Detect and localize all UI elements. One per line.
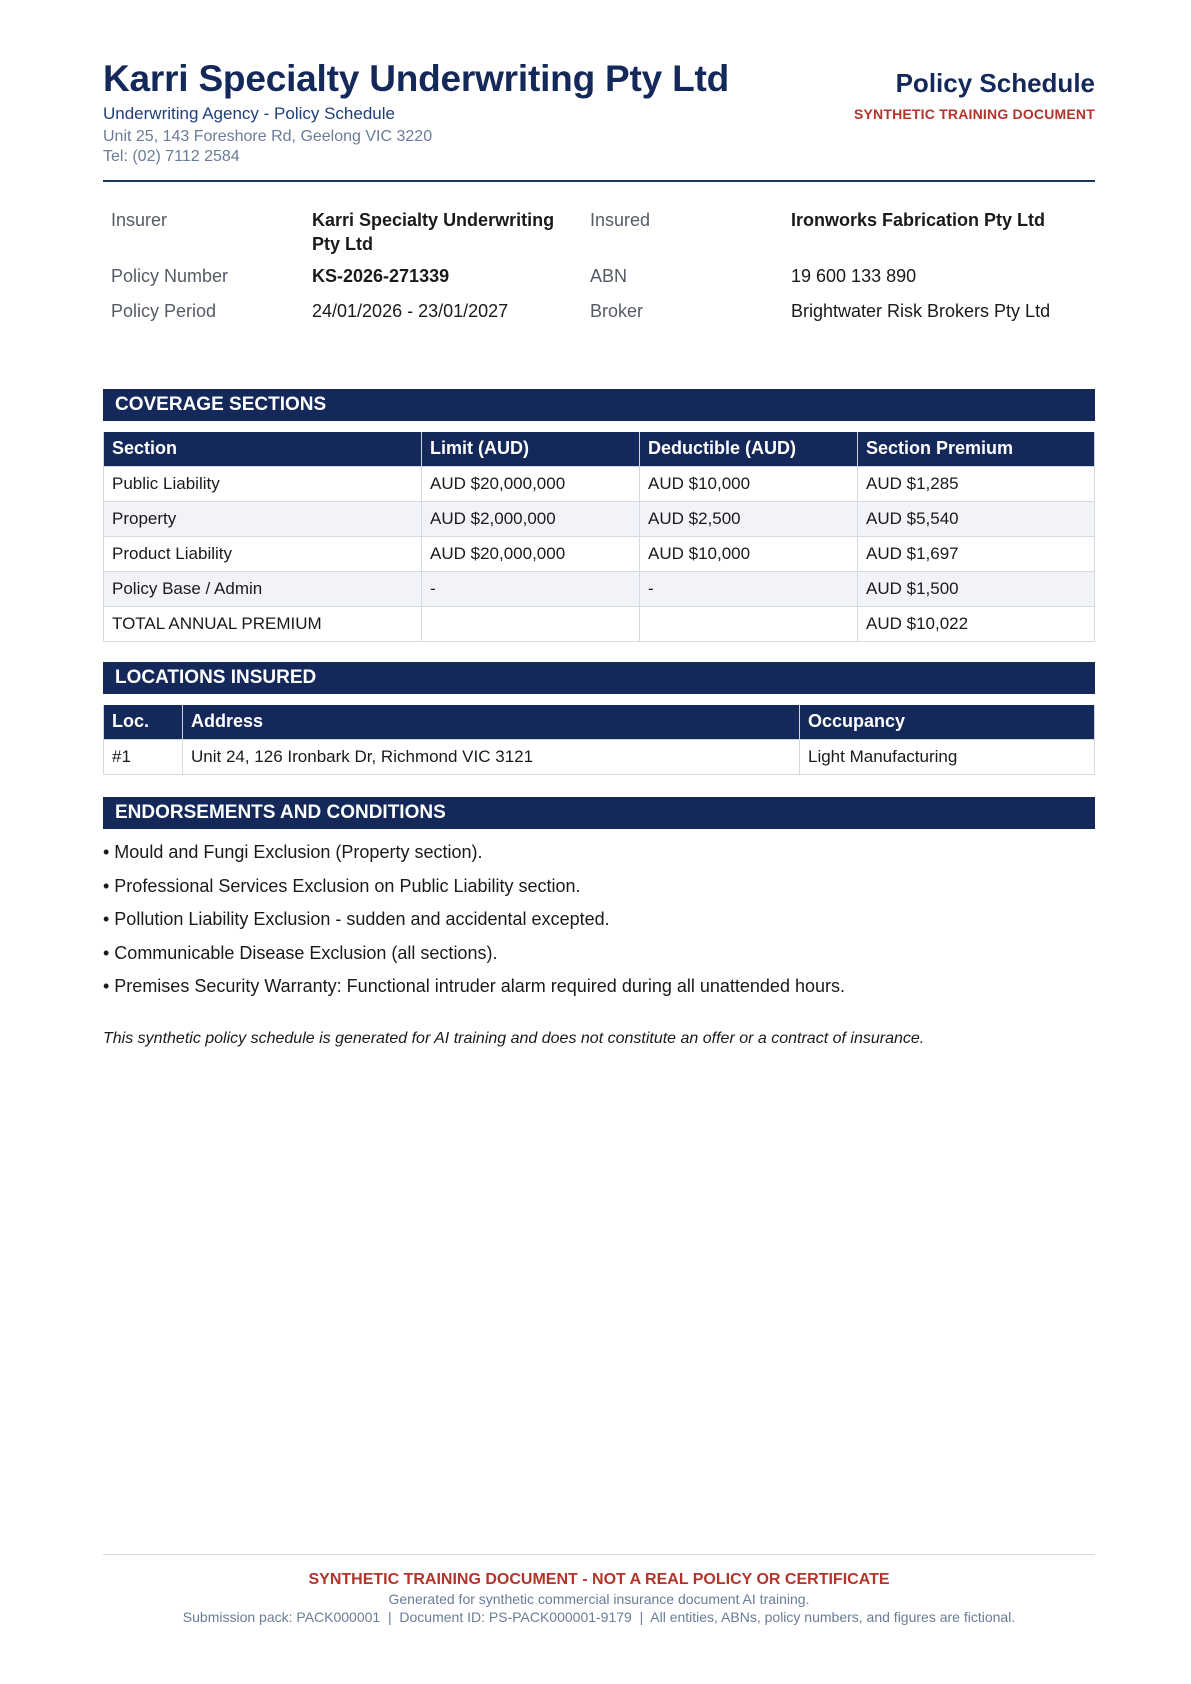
section-cell: Property xyxy=(104,501,422,536)
footer-line-2: Submission pack: PACK000001 | Document ID: PS-PACK000001-9179 | All entities, ABNs, policy numbers, and figures are fictional. xyxy=(182,1609,1016,1625)
table-row xyxy=(104,536,1095,571)
limit-cell xyxy=(422,606,640,641)
list-item: • Professional Services Exclusion on Public Liability section. xyxy=(103,875,581,896)
deductible-cell: AUD $10,000 xyxy=(640,536,858,571)
insurer-label: Insurer xyxy=(111,210,168,230)
document-footer xyxy=(103,1554,1095,1625)
policy-number-value: KS-2026-271339 xyxy=(312,266,450,286)
abn-value: 19 600 133 890 xyxy=(791,266,917,286)
col-section-premium: Section Premium xyxy=(858,432,1095,466)
premium-cell: AUD $1,285 xyxy=(858,466,1095,501)
company-address: Unit 25, 143 Foreshore Rd, Geelong VIC 3220 xyxy=(103,128,433,145)
broker-label: Broker xyxy=(590,301,644,321)
table-row xyxy=(104,571,1095,606)
col-deductible: Deductible (AUD) xyxy=(640,432,858,466)
occupancy-cell: Light Manufacturing xyxy=(800,739,1095,774)
section-cell: Public Liability xyxy=(104,466,422,501)
premium-cell: AUD $1,500 xyxy=(858,571,1095,606)
premium-cell: AUD $5,540 xyxy=(858,501,1095,536)
loc-cell: #1 xyxy=(104,739,183,774)
info-row-insurer xyxy=(103,208,1095,264)
premium-cell: AUD $1,697 xyxy=(858,536,1095,571)
policy-period-value: 24/01/2026 - 23/01/2027 xyxy=(312,301,509,321)
table-row xyxy=(104,739,1095,774)
list-item: • Communicable Disease Exclusion (all sections). xyxy=(103,942,498,963)
col-limit: Limit (AUD) xyxy=(422,432,640,466)
deductible-cell: AUD $10,000 xyxy=(640,466,858,501)
footer-line-1: Generated for synthetic commercial insurance document AI training. xyxy=(388,1591,810,1607)
insured-label: Insured xyxy=(590,210,651,230)
policy-period-label: Policy Period xyxy=(111,301,217,321)
limit-cell: - xyxy=(422,571,640,606)
endorsements-heading: ENDORSEMENTS AND CONDITIONS xyxy=(103,797,1095,829)
deductible-cell: - xyxy=(640,571,858,606)
footer-warning: SYNTHETIC TRAINING DOCUMENT - NOT A REAL POLICY OR CERTIFICATE xyxy=(308,1571,890,1588)
list-item: • Premises Security Warranty: Functional intruder alarm required during all unattended hours. xyxy=(103,976,845,996)
limit-cell: AUD $20,000,000 xyxy=(422,536,640,571)
document-header xyxy=(103,56,1095,182)
col-section: Section xyxy=(104,432,422,466)
table-row xyxy=(104,501,1095,536)
col-loc: Loc. xyxy=(104,705,183,739)
company-phone: Tel: (02) 7112 2584 xyxy=(103,148,240,165)
insurer-value: Karri Specialty Underwriting Pty Ltd xyxy=(312,210,555,254)
col-occupancy: Occupancy xyxy=(800,705,1095,739)
section-cell: Policy Base / Admin xyxy=(104,571,422,606)
document-title: Policy Schedule xyxy=(895,68,1095,98)
deductible-cell xyxy=(640,606,858,641)
locations-insured-heading: LOCATIONS INSURED xyxy=(103,662,1095,694)
limit-cell: AUD $20,000,000 xyxy=(422,466,640,501)
coverage-table xyxy=(103,432,1095,642)
disclaimer-text: This synthetic policy schedule is generated for AI training and does not constitute an offer or a contract of insurance. xyxy=(103,1030,925,1047)
company-subtitle: Underwriting Agency - Policy Schedule xyxy=(103,104,395,123)
deductible-cell: AUD $2,500 xyxy=(640,501,858,536)
coverage-sections-heading: COVERAGE SECTIONS xyxy=(103,389,1095,421)
locations-header-row xyxy=(104,705,1095,739)
col-address: Address xyxy=(183,705,800,739)
company-name: Karri Specialty Underwriting Pty Ltd xyxy=(103,58,730,99)
endorsements-list xyxy=(103,838,1095,1006)
insured-value: Ironworks Fabrication Pty Ltd xyxy=(791,210,1046,230)
address-cell: Unit 24, 126 Ironbark Dr, Richmond VIC 3121 xyxy=(183,739,800,774)
coverage-header-row xyxy=(104,432,1095,466)
synthetic-watermark: SYNTHETIC TRAINING DOCUMENT xyxy=(853,106,1095,122)
locations-table xyxy=(103,705,1095,775)
abn-label: ABN xyxy=(590,266,628,286)
policy-number-label: Policy Number xyxy=(111,266,229,286)
broker-value: Brightwater Risk Brokers Pty Ltd xyxy=(791,301,1051,321)
list-item: • Pollution Liability Exclusion - sudden and accidental excepted. xyxy=(103,909,610,929)
limit-cell: AUD $2,000,000 xyxy=(422,501,640,536)
section-cell: Product Liability xyxy=(104,536,422,571)
list-item: • Mould and Fungi Exclusion (Property section). xyxy=(103,842,483,862)
policy-info-grid xyxy=(103,208,1095,264)
table-row xyxy=(104,466,1095,501)
section-cell: TOTAL ANNUAL PREMIUM xyxy=(104,606,422,641)
total-premium-row xyxy=(104,606,1095,641)
policy-schedule-page xyxy=(103,0,1095,1684)
total-premium-cell: AUD $10,022 xyxy=(858,606,1095,641)
